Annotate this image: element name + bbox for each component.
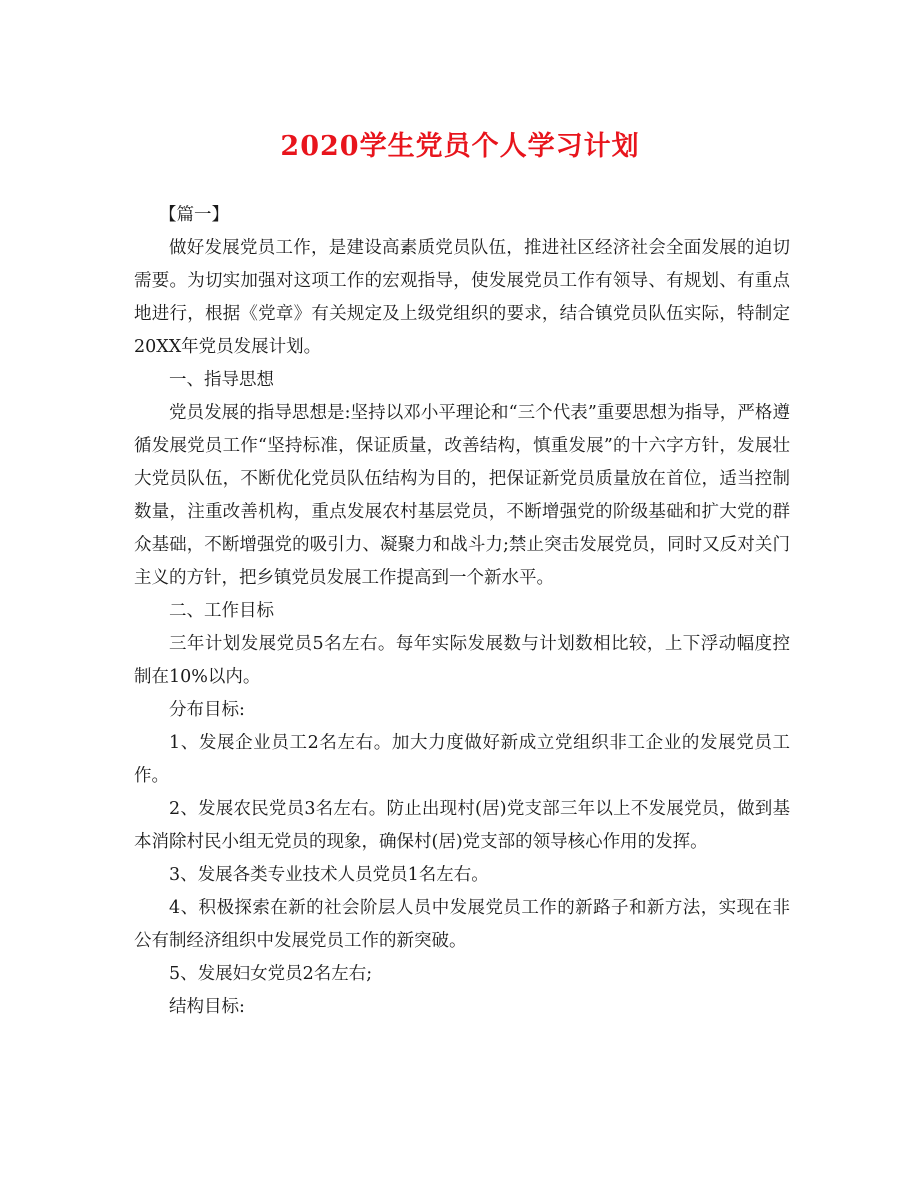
document-title: 2020学生党员个人学习计划: [280, 131, 640, 162]
document-body: [134, 199, 790, 1024]
heading-distribution-goals: 分布目标:: [169, 700, 245, 720]
list-item-4: 4、积极探索在新的社会阶层人员中发展党员工作的新路子和新方法，实现在非公有制经济组织中发展党员工作的新突破。: [134, 898, 790, 951]
list-item-3: 3、发展各类专业技术人员党员1名左右。: [169, 865, 489, 885]
list-item-5: 5、发展妇女党员2名左右;: [169, 964, 373, 984]
heading-guiding-thought: 一、指导思想: [169, 370, 274, 390]
heading-structure-goals: 结构目标:: [169, 997, 245, 1017]
list-item-1: 1、发展企业员工2名左右。加大力度做好新成立党组织非工企业的发展党员工作。: [134, 733, 790, 786]
section-label: 【篇一】: [159, 205, 229, 225]
heading-work-goals: 二、工作目标: [169, 601, 274, 621]
paragraph-guiding-thought: 党员发展的指导思想是:坚持以邓小平理论和“三个代表”重要思想为指导，严格遵循发展党员工作“坚持标准，保证质量，改善结构，慎重发展”的十六字方针，发展壮大党员队伍，不断优化党员队伍结构为目的，把保证新党员质量放在首位，适当控制数量，注重改善机构，重点发展农村基层党员，不断增强党的阶级基础和扩大党的群众基础，不断增强党的吸引力、凝聚力和战斗力;禁止突击发展党员，同时又反对关门主义的方针，把乡镇党员发展工作提高到一个新水平。: [134, 403, 790, 588]
list-item-2: 2、发展农民党员3名左右。防止出现村(居)党支部三年以上不发展党员，做到基本消除村民小组无党员的现象，确保村(居)党支部的领导核心作用的发挥。: [134, 799, 790, 852]
paragraph-three-year-plan: 三年计划发展党员5名左右。每年实际发展数与计划数相比较，上下浮动幅度控制在10%以内。: [134, 634, 790, 687]
paragraph-intro: 做好发展党员工作，是建设高素质党员队伍，推进社区经济社会全面发展的迫切需要。为切实加强对这项工作的宏观指导，使发展党员工作有领导、有规划、有重点地进行，根据《党章》有关规定及上级党组织的要求，结合镇党员队伍实际，特制定20XX年党员发展计划。: [134, 238, 790, 357]
